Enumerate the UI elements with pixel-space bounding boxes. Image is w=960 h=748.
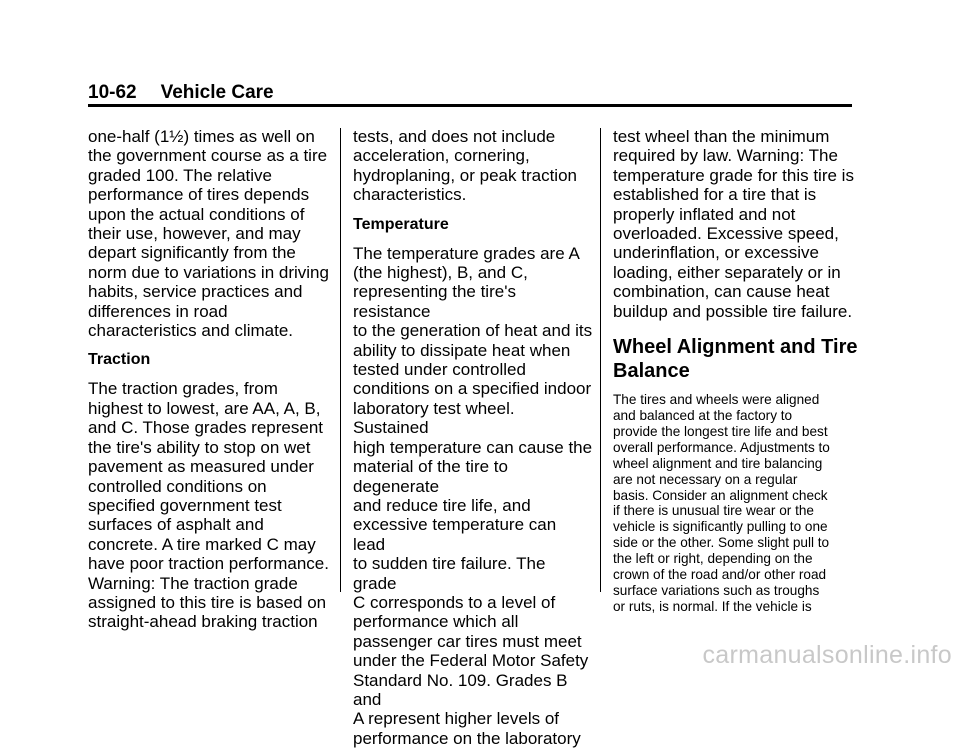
paragraph-traction-cont: tests, and does not include acceleration, cornering, hydroplaning, or peak traction characteristics.	[353, 127, 577, 205]
page-header	[88, 82, 274, 104]
watermark: carmanualsonline.info	[702, 641, 952, 669]
heading-temperature: Temperature	[353, 215, 449, 233]
heading-traction: Traction	[88, 351, 151, 369]
paragraph-traction: The traction grades, from highest to lowest, are AA, A, B, and C. Those grades represent the tire's ability to stop on wet pavement as measured under controlled conditions on specified government test surfaces of asphalt and concrete. A tire marked C may have poor traction performance. Warning: The traction grade assigned to this tire is based on straight-ahead braking traction	[88, 379, 329, 632]
paragraph-tread-wear: one-half (1½) times as well on the government course as a tire graded 100. The relative performance of tires depends upon the actual conditions of their use, however, and may depart significantly from the norm due to variations in driving habits, service practices and differences in road characteristics and climate.	[88, 127, 329, 341]
page-number: 10-62	[88, 82, 137, 103]
column-divider-2	[600, 128, 601, 592]
paragraph-temperature: The temperature grades are A (the highest), B, and C, representing the tire's resistance to the generation of heat and its ability to dissipate heat when tested under controlled conditions on a specified indoor laboratory test wheel. Sustained high temperature can cause the material of the tire to degenerate and reduce tire life, and excessive temperature can lead to sudden tire failure. The grade C corresponds to a level of performance which all passenger car tires must meet under the Federal Motor Safety Standard No. 109. Grades B and A represent higher levels of performance on the laboratory	[353, 243, 593, 748]
paragraph-temperature-cont: test wheel than the minimum required by law. Warning: The temperature grade for this tire is established for a tire that is properly inflated and not overloaded. Excessive speed, underinflation, or excessive loading, either separately or in combination, can cause heat buildup and possible tire failure.	[613, 127, 854, 321]
column-2	[353, 127, 593, 748]
column-divider-1	[340, 128, 341, 592]
column-3	[613, 127, 858, 615]
column-1	[88, 127, 333, 632]
header-rule	[88, 104, 852, 107]
heading-wheel-alignment: Wheel Alignment and Tire Balance	[613, 336, 858, 383]
paragraph-wheel-alignment: The tires and wheels were aligned and balanced at the factory to provide the longest tire life and best overall performance. Adjustments to wheel alignment and tire balancing are not necessary on a regular basis. Consider an alignment check if there is unusual tire wear or the vehicle is significantly pulling to one side or the other. Some slight pull to the left or right, depending on the crown of the road and/or other road surface variations such as troughs or ruts, is normal. If the vehicle is	[613, 392, 830, 614]
section-title: Vehicle Care	[160, 82, 274, 103]
